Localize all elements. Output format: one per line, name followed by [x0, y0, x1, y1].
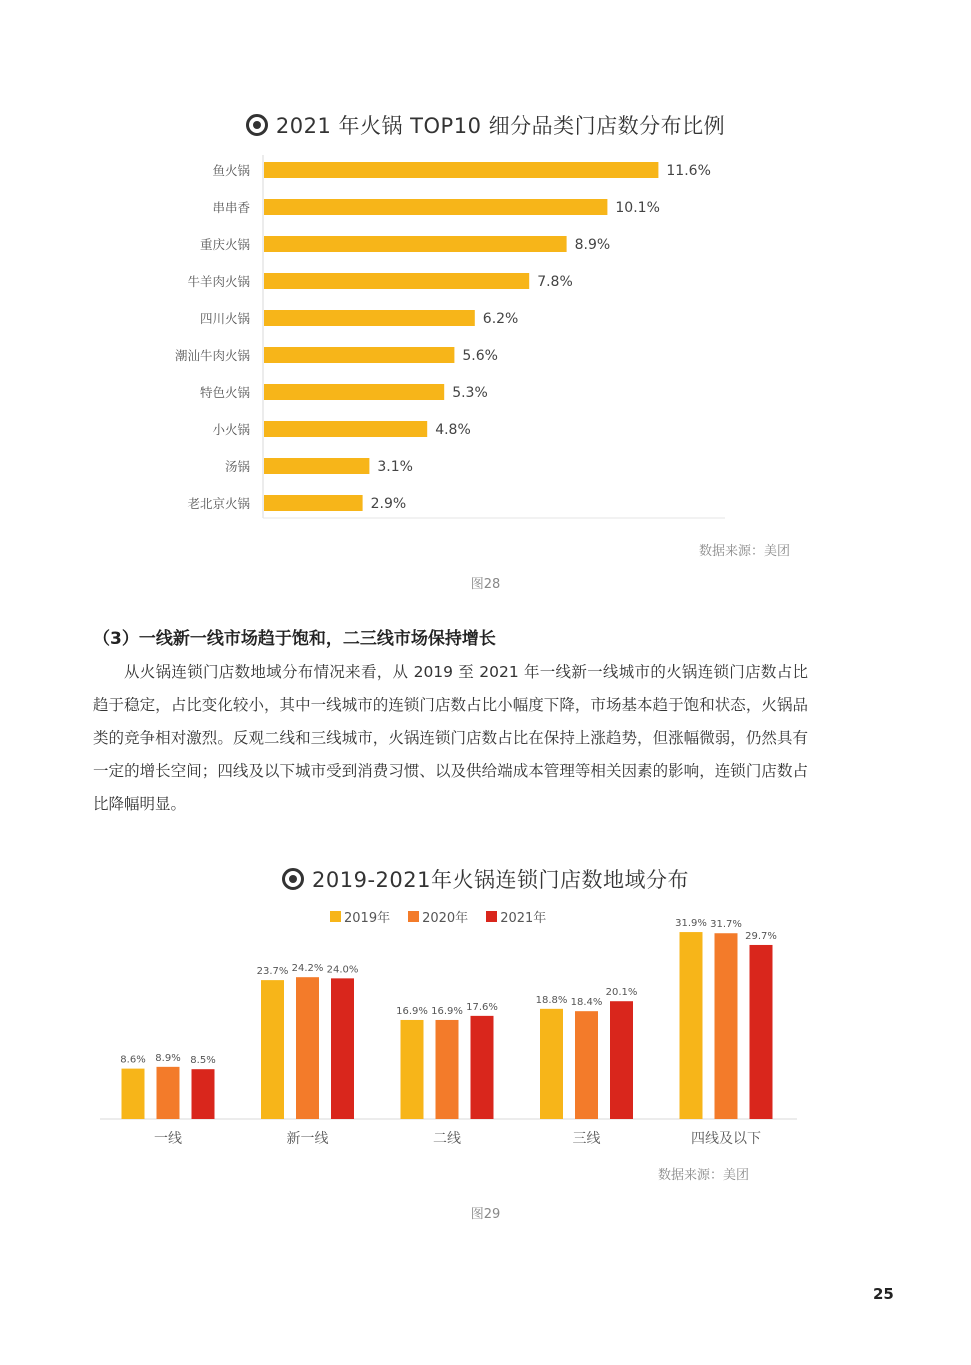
category-label: 四川火锅	[199, 311, 250, 326]
category-label: 四线及以下	[691, 1131, 761, 1147]
category-label: 三线	[572, 1131, 601, 1147]
bar	[575, 1011, 598, 1119]
data-label: 4.8%	[435, 422, 471, 438]
bar	[264, 310, 475, 326]
grouped-bar-chart	[0, 900, 971, 1160]
chart-title-text: 2021 年火锅 TOP10 细分品类门店数分布比例	[275, 114, 726, 138]
bar	[401, 1020, 424, 1119]
bar	[192, 1069, 215, 1119]
category-label: 小火锅	[212, 422, 250, 437]
category-label: 一线	[154, 1131, 182, 1147]
bar	[331, 978, 354, 1119]
page-number: 25	[873, 1285, 894, 1303]
data-label: 18.4%	[570, 997, 603, 1009]
figure-caption: 图29	[470, 1207, 501, 1222]
data-label: 20.1%	[605, 987, 638, 999]
bar	[157, 1067, 180, 1119]
target-icon	[246, 114, 268, 136]
data-source: 数据来源：美团	[699, 544, 791, 559]
data-label: 17.6%	[466, 1001, 498, 1013]
data-source: 数据来源：美团	[658, 1168, 750, 1183]
category-label: 特色火锅	[199, 385, 250, 400]
data-label: 5.3%	[452, 385, 488, 401]
bar	[750, 945, 773, 1119]
chart-title-fig28	[0, 110, 971, 140]
bar	[264, 458, 369, 474]
data-label: 7.8%	[537, 274, 573, 290]
data-label: 23.7%	[256, 966, 289, 978]
data-label: 10.1%	[615, 200, 660, 216]
data-label: 24.0%	[326, 964, 359, 976]
bar	[264, 347, 454, 363]
data-label: 8.6%	[120, 1054, 146, 1066]
data-label: 2.9%	[370, 496, 407, 512]
data-label: 16.9%	[431, 1005, 463, 1017]
category-label: 汤锅	[224, 459, 250, 474]
bar	[122, 1069, 145, 1119]
data-label: 16.9%	[396, 1005, 428, 1017]
bar	[715, 933, 738, 1119]
section-heading: （3）一线新一线市场趋于饱和，二三线市场保持增长	[93, 629, 496, 649]
bar	[264, 236, 567, 252]
data-label: 24.2%	[291, 963, 324, 975]
bar	[610, 1001, 633, 1119]
category-label: 老北京火锅	[187, 496, 250, 511]
category-label: 串串香	[212, 200, 250, 215]
chart-title-text: 2019-2021年火锅连锁门店数地域分布	[312, 868, 689, 892]
data-label: 18.8%	[535, 994, 568, 1006]
target-icon	[282, 868, 304, 890]
legend-label: 2020年	[422, 911, 469, 926]
data-label: 8.5%	[190, 1055, 216, 1067]
bar	[296, 977, 319, 1119]
data-label: 8.9%	[155, 1052, 181, 1064]
bar	[264, 384, 444, 400]
bar	[264, 273, 529, 289]
data-label: 3.1%	[377, 459, 413, 475]
bar	[264, 421, 427, 437]
chart-title-fig29	[0, 864, 971, 894]
bar	[264, 199, 607, 215]
data-label: 8.9%	[574, 237, 611, 253]
data-label: 31.9%	[675, 918, 707, 930]
legend-label: 2019年	[344, 911, 391, 926]
bar	[436, 1020, 459, 1119]
category-label: 潮汕牛肉火锅	[174, 348, 250, 363]
category-label: 重庆火锅	[199, 237, 250, 252]
category-label: 鱼火锅	[212, 163, 250, 178]
bar	[264, 162, 658, 178]
bar	[261, 980, 284, 1119]
data-label: 29.7%	[745, 930, 777, 942]
data-label: 31.7%	[710, 919, 742, 931]
data-label: 5.6%	[462, 348, 498, 364]
bar	[471, 1016, 494, 1119]
body-paragraph: 从火锅连锁门店数地域分布情况来看，从 2019 至 2021 年一线新一线城市的火锅连锁门店数占比趋于稳定，占比变化较小，其中一线城市的连锁门店数占比小幅度下降，市场基本趋于饱和状态，火锅品类的竞争相对激烈。反观二线和三线城市，火锅连锁门店数占比在保持上涨趋势，但涨幅微弱，仍然具有一定的增长空间；四线及以下城市受到消费习惯、以及供给端成本管理等相关因素的影响，连锁门店数占比降幅明显。	[93, 663, 808, 813]
horizontal-bar-chart	[0, 150, 971, 570]
category-label: 牛羊肉火锅	[187, 274, 250, 289]
data-label: 6.2%	[482, 311, 519, 327]
bar	[264, 495, 363, 511]
bar	[680, 932, 703, 1119]
legend-label: 2021年	[500, 911, 547, 926]
category-label: 新一线	[286, 1131, 329, 1147]
figure-caption: 图28	[470, 577, 501, 592]
category-label: 二线	[433, 1131, 461, 1147]
data-label: 11.6%	[666, 163, 711, 179]
bar	[540, 1009, 563, 1119]
